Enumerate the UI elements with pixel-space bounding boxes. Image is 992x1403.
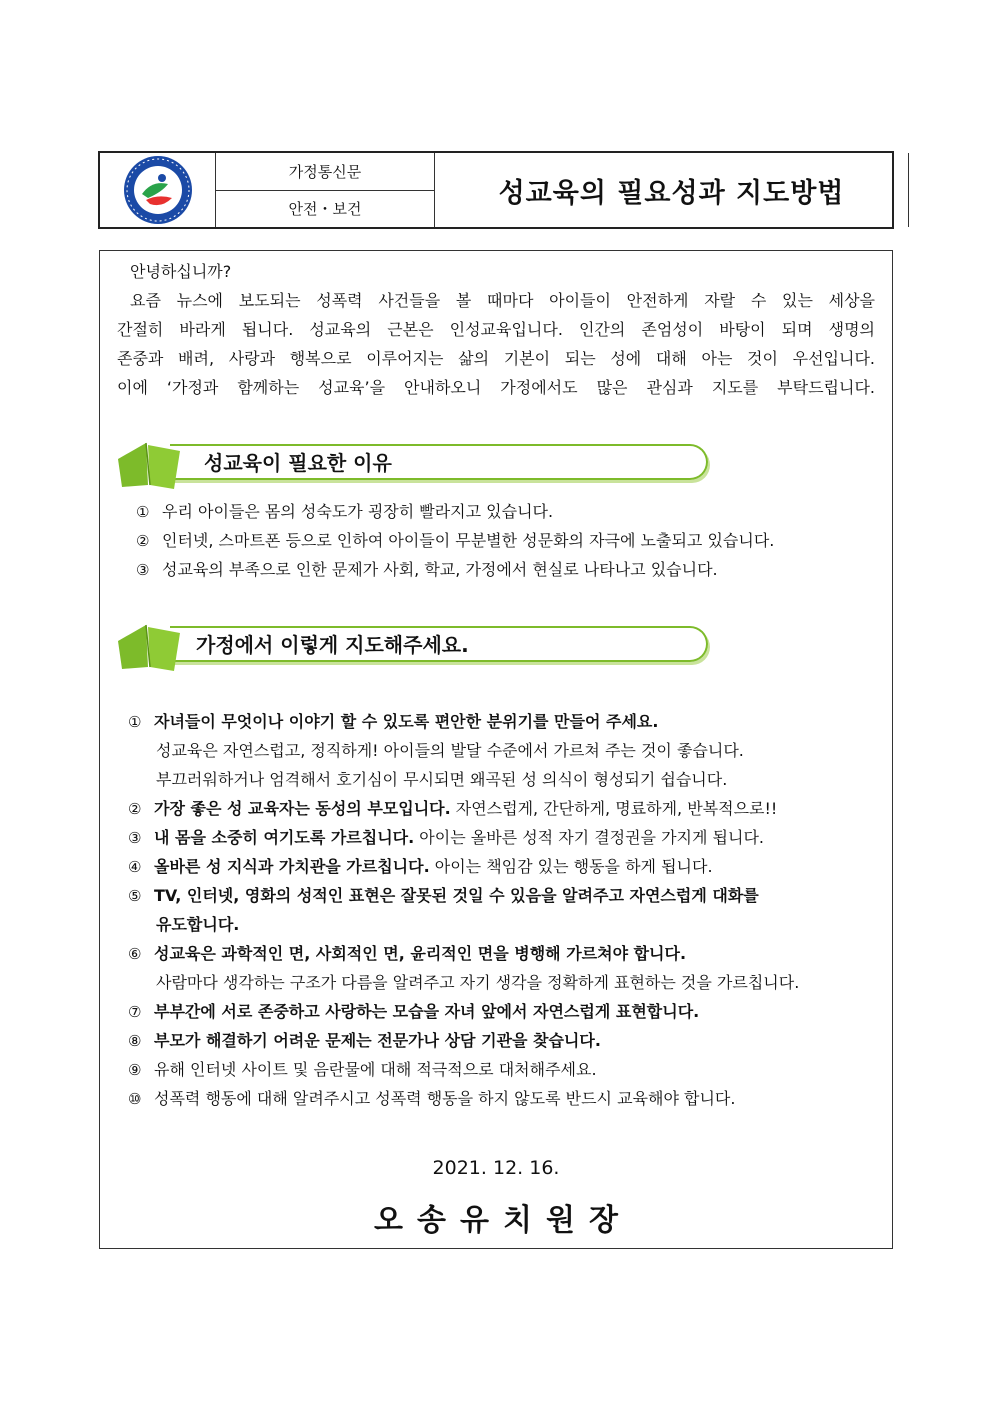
guide-text-4: 아이는 책임감 있는 행동을 하게 됩니다. bbox=[429, 857, 713, 876]
guide-text-2: 자연스럽게, 간단하게, 명료하게, 반복적으로!! bbox=[450, 799, 778, 818]
guide-num-3: ③ bbox=[128, 829, 142, 847]
category-bottom: 안전・보건 bbox=[288, 200, 362, 218]
guide-num-7: ⑦ bbox=[128, 1003, 142, 1021]
reason-text-3: 성교육의 부족으로 인한 문제가 사회, 학교, 가정에서 현실로 나타나고 있습니다. bbox=[162, 560, 718, 579]
guide-bold-3: 내 몸을 소중히 여기도록 가르칩니다. bbox=[154, 828, 415, 847]
guide-bold-1: 자녀들이 무엇이나 이야기 할 수 있도록 편안한 분위기를 만들어 주세요. bbox=[154, 712, 659, 731]
intro-line-1: 요즘 뉴스에 보도되는 성폭력 사건들을 볼 때마다 아이들이 안전하게 자랄 수 있는 세상을 bbox=[130, 291, 875, 310]
category-top: 가정통신문 bbox=[216, 153, 434, 191]
guide-sub-1b bbox=[156, 765, 875, 794]
guide-num-8: ⑧ bbox=[128, 1032, 142, 1050]
guide-bold-2: 가장 좋은 성 교육자는 동성의 부모입니다. bbox=[154, 799, 451, 818]
guide-num-4: ④ bbox=[128, 858, 142, 876]
guide-text-6: 사람마다 생각하는 구조가 다름을 알려주고 자기 생각을 정확하게 표현하는 것을 가르칩니다. bbox=[156, 973, 800, 992]
guide-bold-5: TV, 인터넷, 영화의 성적인 표현은 잘못된 것일 수 있음을 알려주고 자연스럽게 대화를 bbox=[154, 886, 759, 905]
guide-bold-5b: 유도합니다. bbox=[156, 915, 240, 934]
green-book-icon bbox=[114, 439, 184, 491]
guide-sub-6 bbox=[156, 968, 875, 997]
greeting: 안녕하십니까? bbox=[130, 262, 232, 281]
reason-item-2 bbox=[136, 526, 875, 556]
reason-item-1 bbox=[136, 497, 875, 527]
reason-text-2: 인터넷, 스마트폰 등으로 인하여 아이들이 무분별한 성문화의 자극에 노출되고 있습니다. bbox=[162, 531, 775, 550]
kindergarten-logo-cell bbox=[100, 153, 216, 227]
content-box bbox=[99, 250, 893, 1249]
guide-bold-8: 부모가 해결하기 어려운 문제는 전문가나 상담 기관을 찾습니다. bbox=[154, 1031, 601, 1050]
guide-sub-1a bbox=[156, 736, 875, 765]
section-title-guidance: 가정에서 이렇게 지도해주세요. bbox=[196, 633, 469, 657]
reason-num-2: ② bbox=[136, 532, 150, 550]
guide-sub-5 bbox=[156, 910, 875, 939]
green-book-icon bbox=[114, 621, 184, 673]
guide-item-10 bbox=[128, 1084, 877, 1114]
guide-item-9 bbox=[128, 1055, 877, 1085]
page-title: 성교육의 필요성과 지도방법 bbox=[498, 177, 845, 209]
guide-item-2 bbox=[128, 794, 877, 824]
guide-num-10: ⑩ bbox=[128, 1090, 142, 1108]
guide-item-6 bbox=[128, 939, 877, 969]
guide-item-4 bbox=[128, 852, 877, 882]
intro-line-3: 존중과 배려, 사랑과 행복으로 이루어지는 삶의 기본이 되는 성에 대해 아는 것이 우선입니다. bbox=[117, 349, 875, 368]
guide-num-5: ⑤ bbox=[128, 887, 142, 905]
guide-num-6: ⑥ bbox=[128, 945, 142, 963]
guide-num-9: ⑨ bbox=[128, 1061, 142, 1079]
guide-item-3 bbox=[128, 823, 877, 853]
guide-item-8 bbox=[128, 1026, 877, 1056]
guide-item-7 bbox=[128, 997, 877, 1027]
kindergarten-logo-icon bbox=[122, 154, 194, 226]
signature: 오송유치원장 bbox=[374, 1203, 632, 1238]
guide-bold-6: 성교육은 과학적인 면, 사회적인 면, 윤리적인 면을 병행해 가르쳐야 합니다. bbox=[154, 944, 687, 963]
guide-text-10: 성폭력 행동에 대해 알려주시고 성폭력 행동을 하지 않도록 반드시 교육해야 합니다. bbox=[154, 1089, 736, 1108]
intro-line-2: 간절히 바라게 됩니다. 성교육의 근본은 인성교육입니다. 인간의 존엄성이 바탕이 되며 생명의 bbox=[117, 320, 875, 339]
guide-bold-7: 부부간에 서로 존중하고 사랑하는 모습을 자녀 앞에서 자연스럽게 표현합니다. bbox=[154, 1002, 700, 1021]
issue-date: 2021. 12. 16. bbox=[432, 1157, 560, 1179]
guide-num-2: ② bbox=[128, 800, 142, 818]
guide-item-5 bbox=[128, 881, 877, 911]
reason-num-3: ③ bbox=[136, 561, 150, 579]
guide-text-3: 아이는 올바른 성적 자기 결정권을 가지게 됩니다. bbox=[414, 828, 765, 847]
section-header-reasons bbox=[114, 439, 714, 487]
reason-item-3 bbox=[136, 555, 875, 585]
title-cell bbox=[435, 153, 909, 227]
category-cell bbox=[216, 153, 435, 227]
guide-bold-4: 올바른 성 지식과 가치관을 가르칩니다. bbox=[154, 857, 430, 876]
guide-text-1a: 성교육은 자연스럽고, 정직하게! 아이들의 발달 수준에서 가르쳐 주는 것이 좋습니다. bbox=[156, 741, 744, 760]
intro-line-4: 이에 ‘가정과 함께하는 성교육’을 안내하오니 가정에서도 많은 관심과 지도를 부탁드립니다. bbox=[117, 378, 875, 397]
guide-num-1: ① bbox=[128, 713, 142, 731]
header-table bbox=[98, 151, 894, 229]
section-header-guidance bbox=[114, 621, 714, 669]
guide-item-1 bbox=[128, 707, 877, 737]
section-title-reasons: 성교육이 필요한 이유 bbox=[204, 451, 392, 475]
guide-text-1b: 부끄러워하거나 엄격해서 호기심이 무시되면 왜곡된 성 의식이 형성되기 쉽습니다. bbox=[156, 770, 728, 789]
reason-num-1: ① bbox=[136, 503, 150, 521]
reason-text-1: 우리 아이들은 몸의 성숙도가 굉장히 빨라지고 있습니다. bbox=[162, 502, 554, 521]
guide-text-9: 유해 인터넷 사이트 및 음란물에 대해 적극적으로 대처해주세요. bbox=[154, 1060, 597, 1079]
